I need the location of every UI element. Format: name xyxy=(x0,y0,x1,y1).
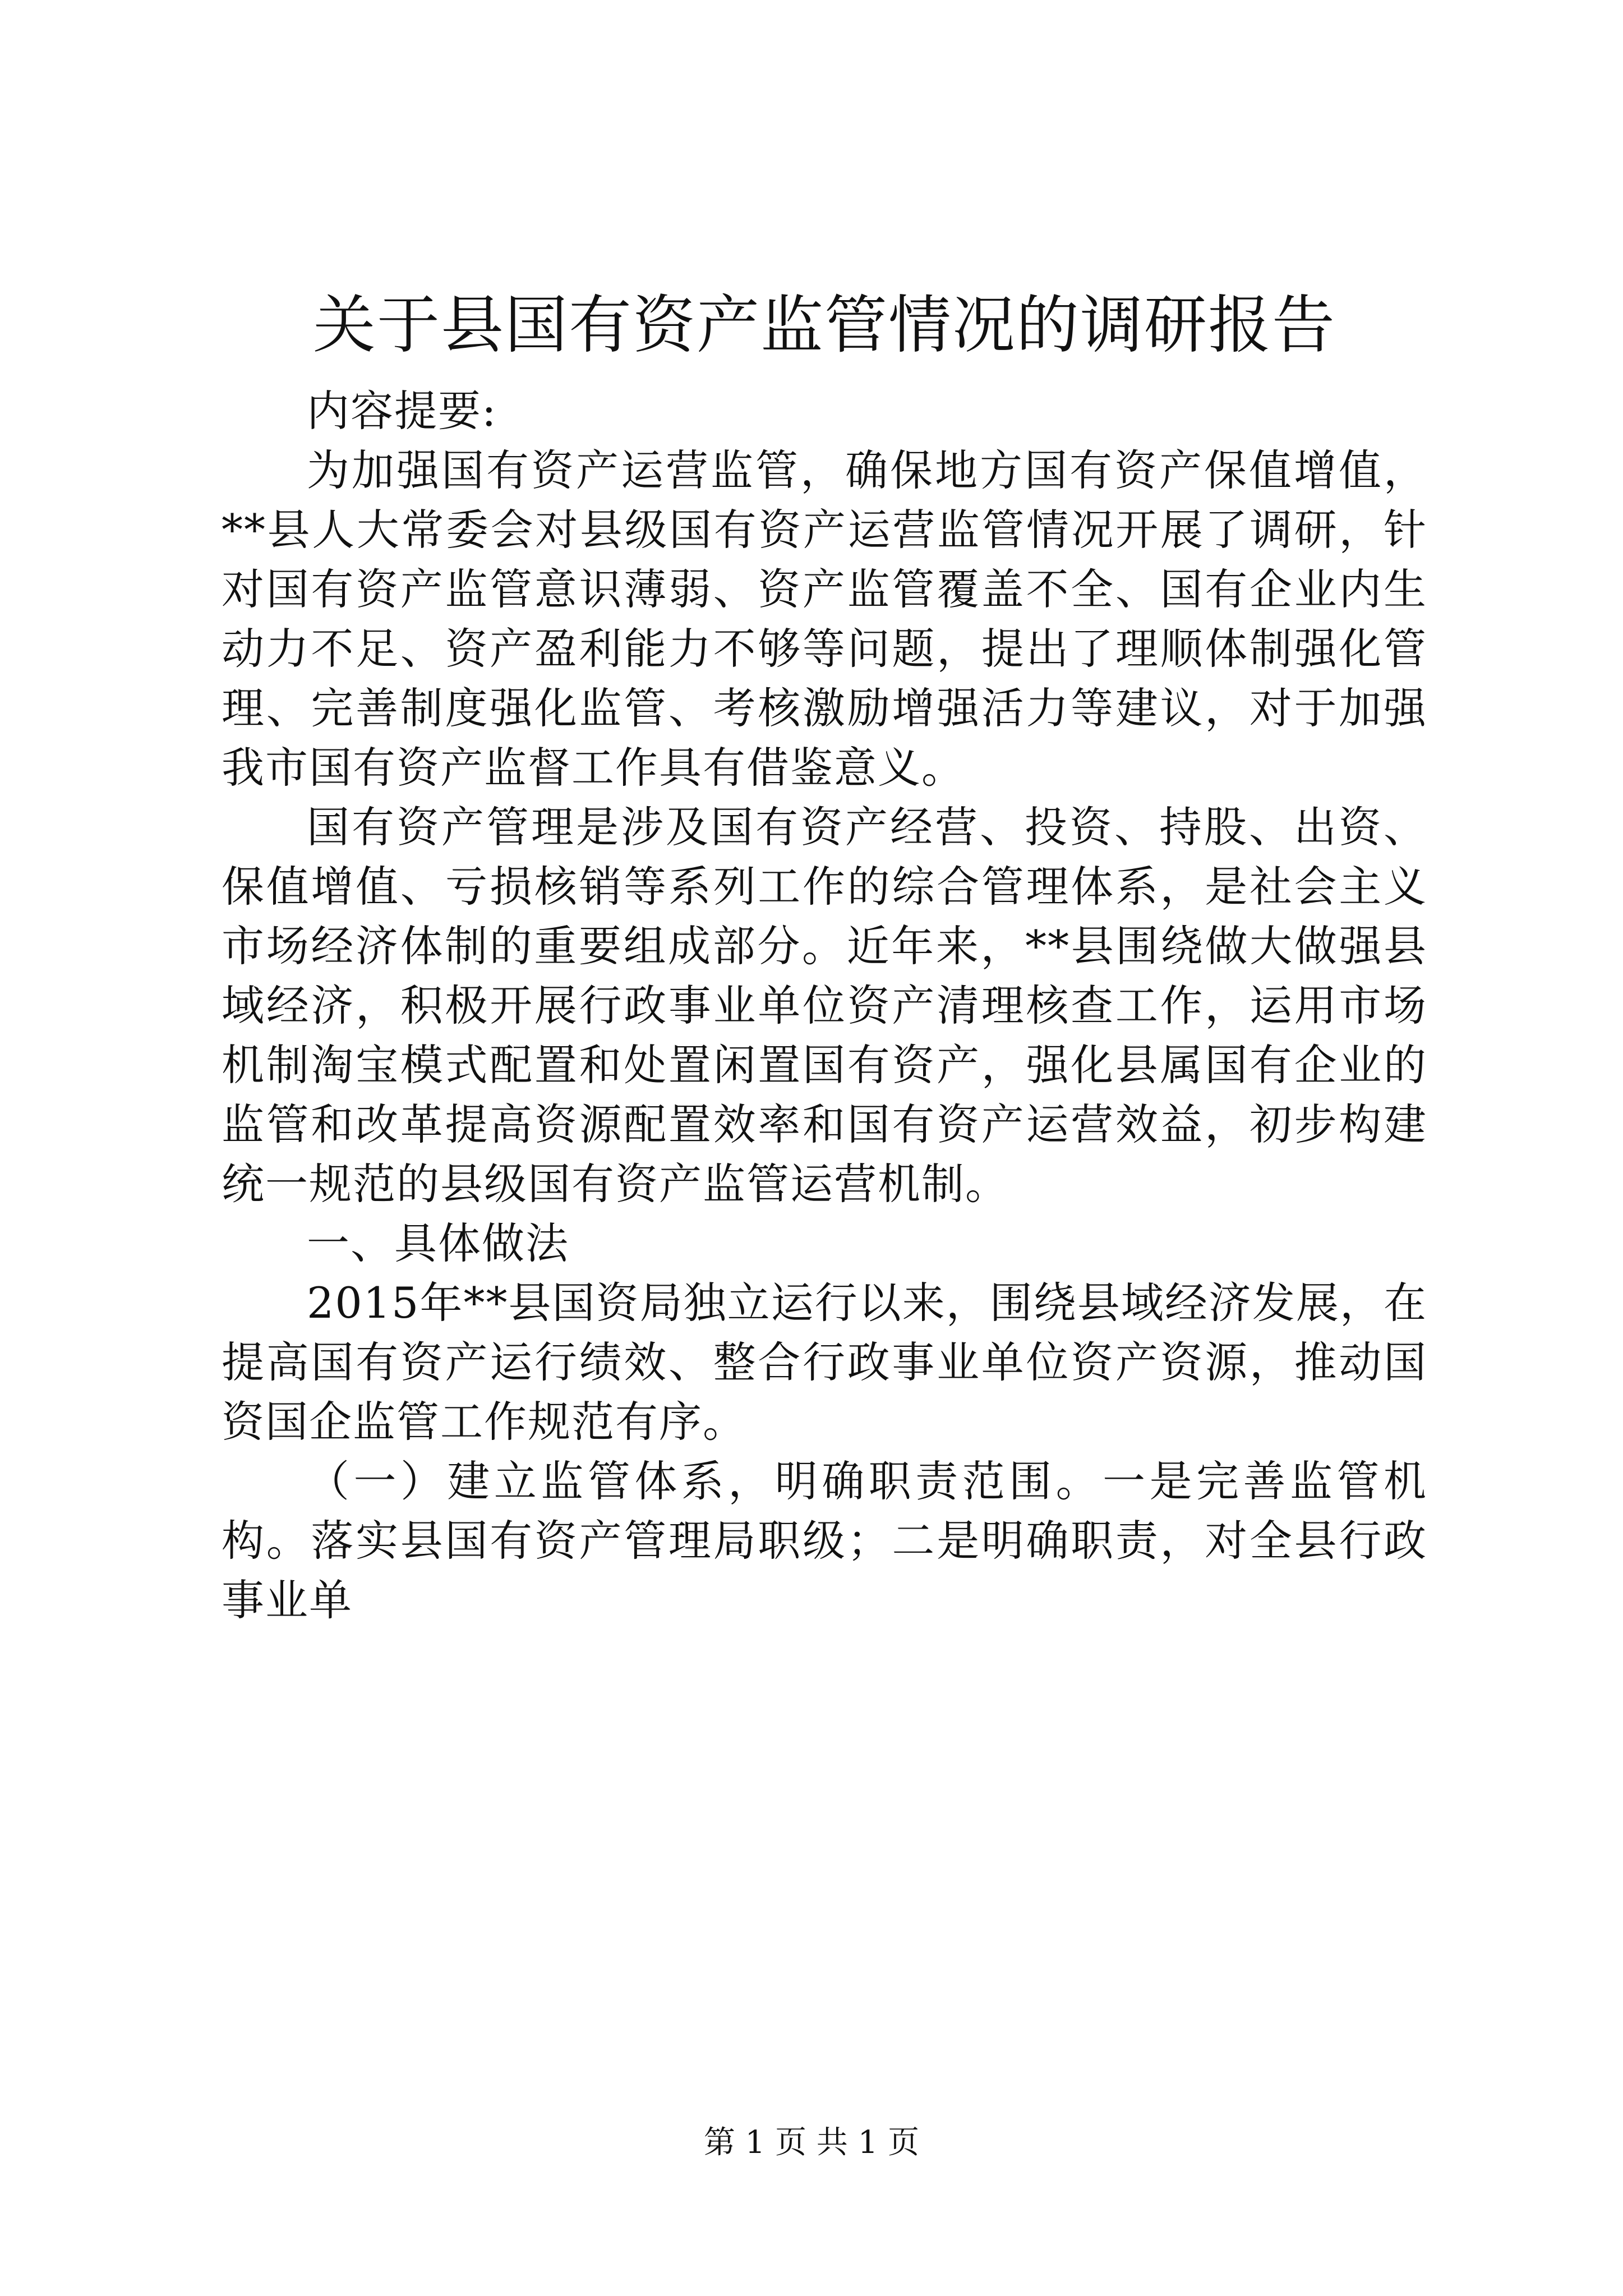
page-footer: 第 1 页 共 1 页 xyxy=(703,2124,920,2161)
subsection-paragraph: （一）建立监管体系，明确职责范围。一是完善监管机构。落实县国有资产管理局职级；二是明确职责，对全县行政事业单 xyxy=(222,1456,1427,1625)
section-paragraph: 2015年**县国资局独立运行以来，围绕县域经济发展，在提高国有资产运行绩效、整合行政事业单位资产资源，推动国资国企监管工作规范有序。 xyxy=(222,1278,1427,1447)
section-heading: 一、具体做法 xyxy=(307,1218,569,1268)
summary-label: 内容提要: xyxy=(307,386,497,436)
document-body xyxy=(222,283,1427,1630)
intro-paragraph: 国有资产管理是涉及国有资产经营、投资、持股、出资、保值增值、亏损核销等系列工作的综合管理体系，是社会主义市场经济体制的重要组成部分。近年来，**县围绕做大做强县域经济，积极开展行政事业单位资产清理核查工作，运用市场机制淘宝模式配置和处置闲置国有资产，强化县属国有企业的监管和改革提高资源配置效率和国有资产运营效益，初步构建统一规范的县级国有资产监管运营机制。 xyxy=(222,802,1427,1209)
document-title: 关于县国有资产监管情况的调研报告 xyxy=(313,289,1336,362)
summary-paragraph: 为加强国有资产运营监管，确保地方国有资产保值增值，**县人大常委会对县级国有资产运营监管情况开展了调研，针对国有资产监管意识薄弱、资产监管覆盖不全、国有企业内生动力不足、资产盈利能力不够等问题，提出了理顺体制强化管理、完善制度强化监管、考核激励增强活力等建议，对于加强我市国有资产监督工作具有借鉴意义。 xyxy=(222,445,1427,793)
